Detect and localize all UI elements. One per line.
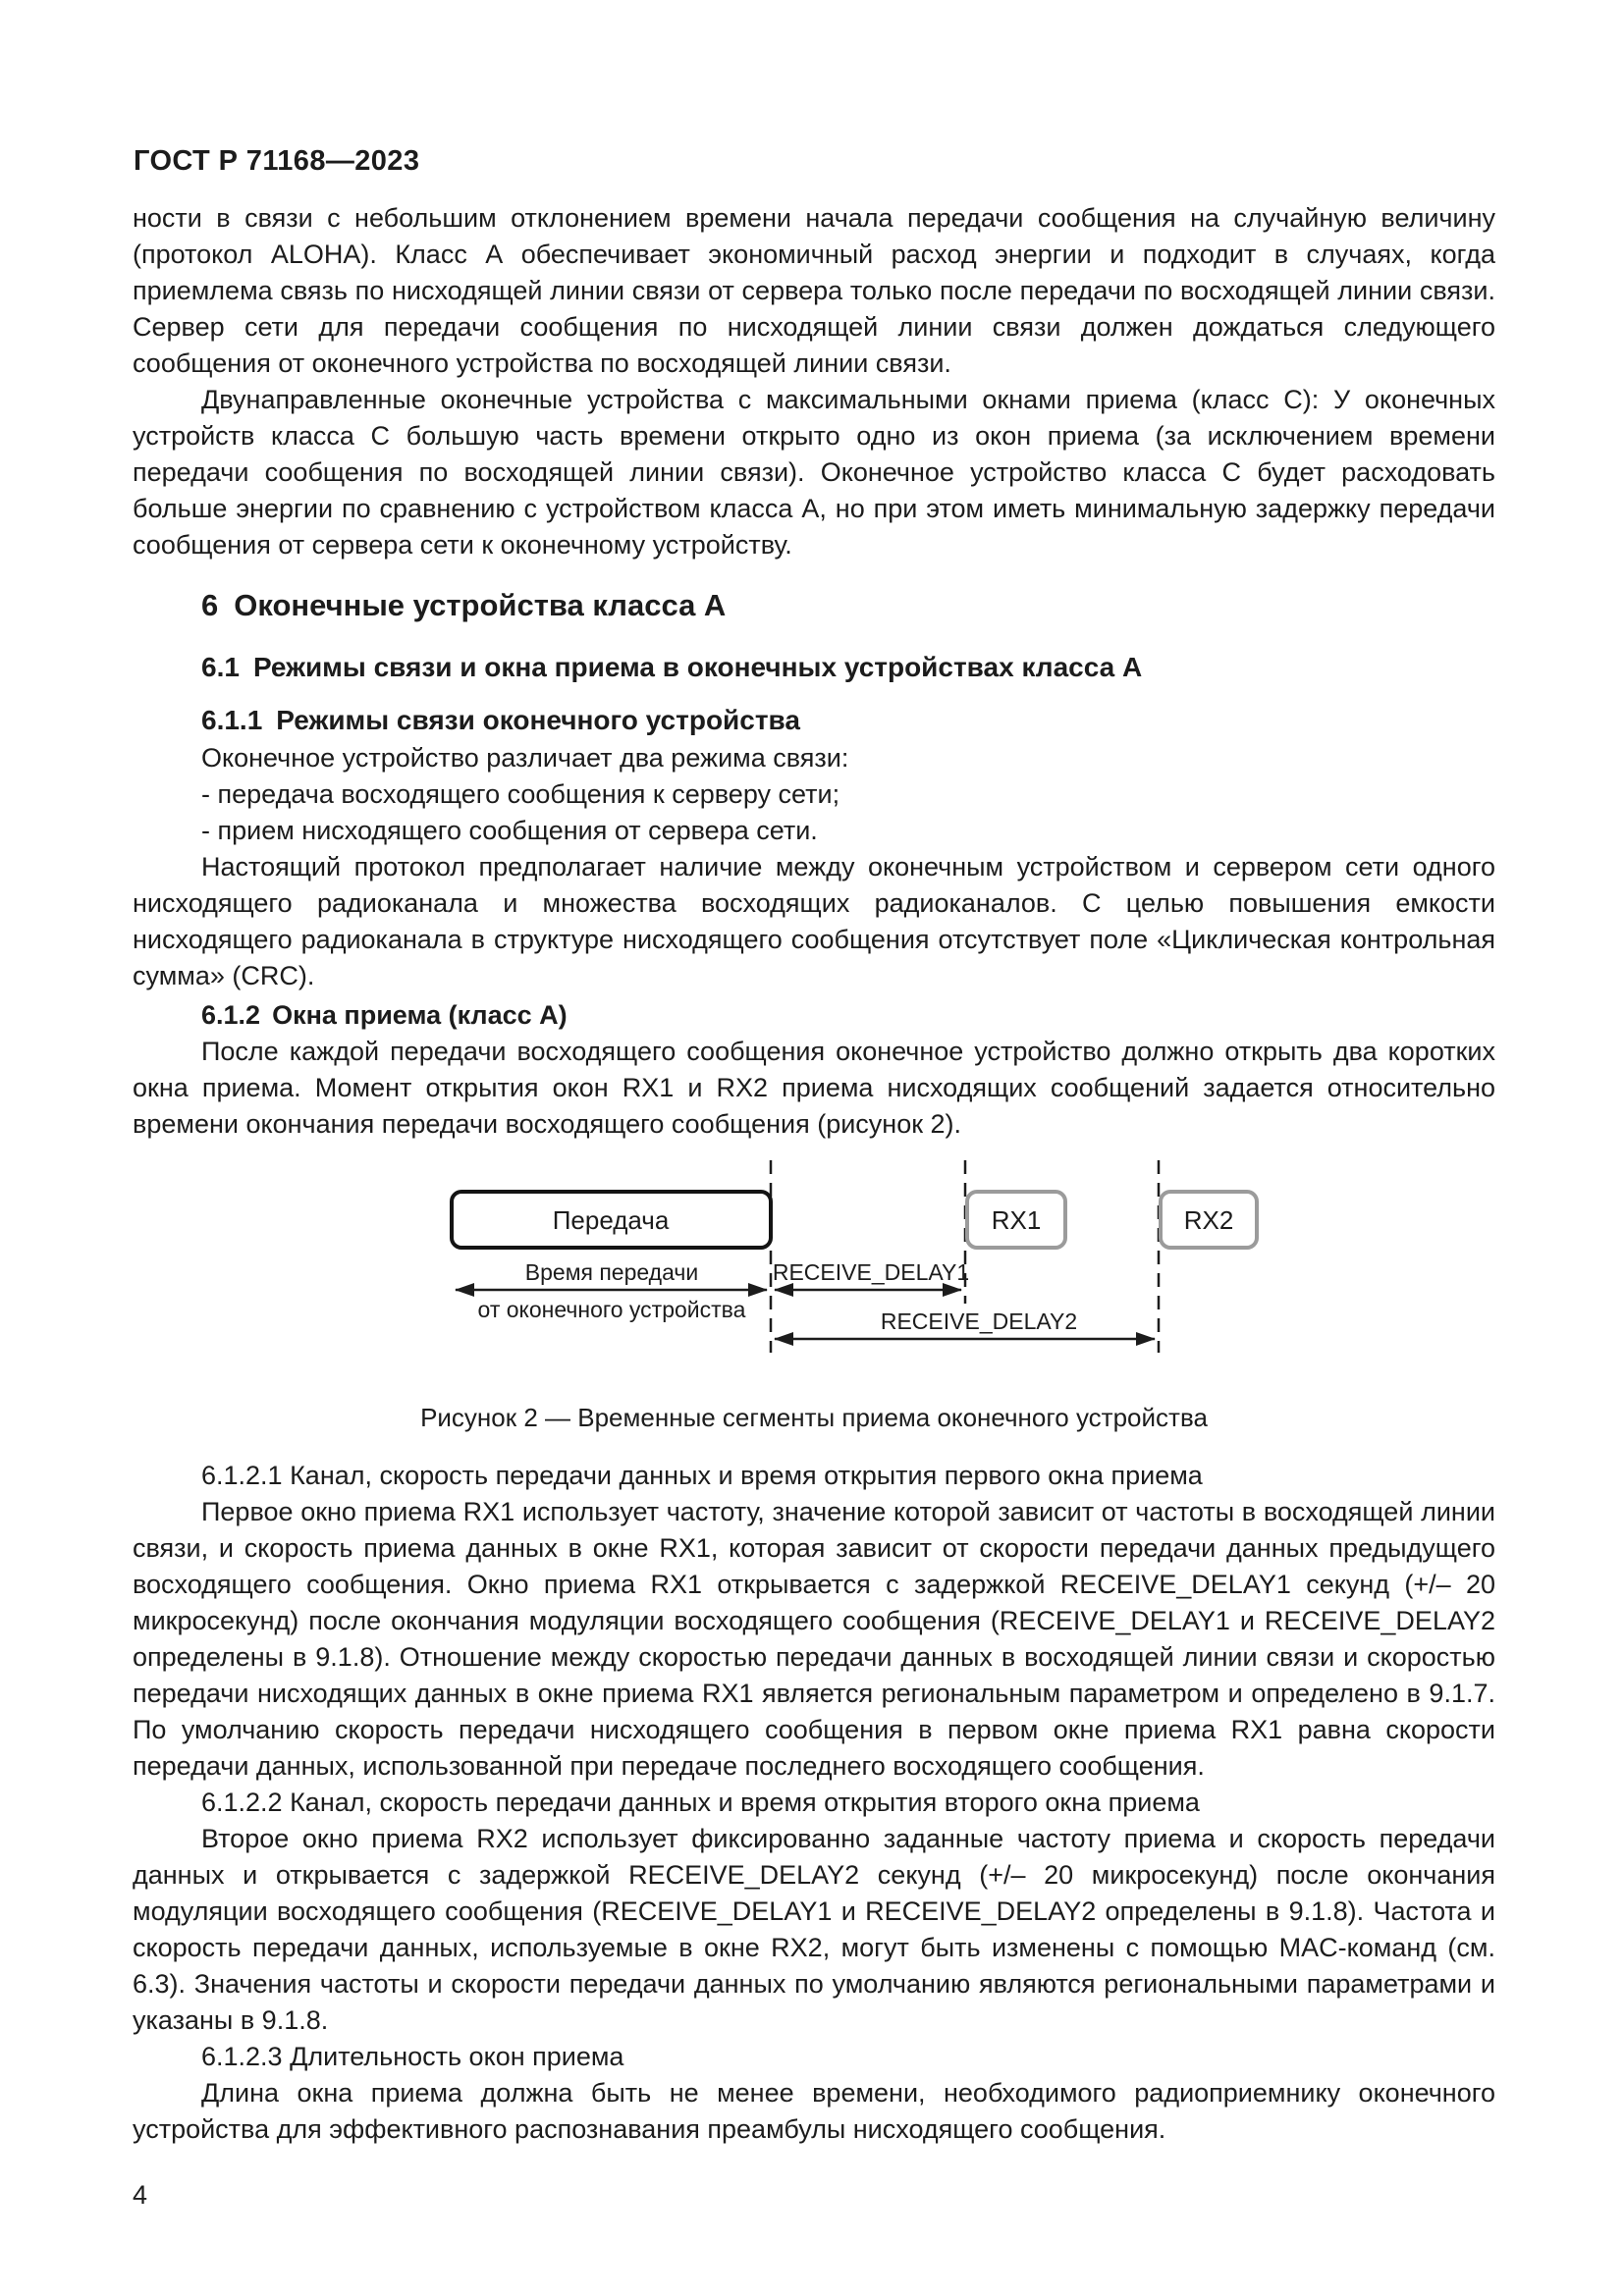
section-heading-6-1-1 [133, 701, 1495, 740]
section-title: Окна приема (класс А) [272, 1000, 568, 1030]
section-number: 6.1.1 [201, 705, 263, 735]
paragraph-protocol: Настоящий протокол предполагает наличие между оконечным устройством и сервером сети одного нисходящего радиоканала и множества восходящих радиоканалов. С целью повышения емкости нисходящего радиоканала в структуре нисходящего сообщения отсутствует поле «Циклическая контрольная сумма» (CRC). [133, 852, 1495, 990]
section-heading-6-1-2 [133, 996, 1495, 1034]
list-item-downlink: - прием нисходящего сообщения от сервера сети. [201, 816, 818, 845]
section-number: 6 [201, 588, 219, 622]
section-heading-6 [133, 585, 1495, 626]
figure-2-timing-diagram [432, 1154, 1316, 1361]
figure-2-caption: Рисунок 2 — Временные сегменты приема оконечного устройства [420, 1403, 1208, 1432]
paragraph-continued: ности в связи с небольшим отклонением времени начала передачи сообщения на случайную величину (протокол ALOHA). Класс А обеспечивает экономичный расход энергии и подходит в случаях, когда приемлема связь по нисходящей линии связи от сервера только после передачи по восходящей линии связи. Сервер сети для передачи сообщения по нисходящей линии связи должен дождаться следующего сообщения от оконечного устройства по восходящей линии связи. [133, 203, 1495, 378]
heading-6-1-2-1: 6.1.2.1 Канал, скорость передачи данных и время открытия первого окна приема [201, 1461, 1203, 1490]
transmission-box-label: Передача [552, 1205, 670, 1235]
section-number: 6.1.2 [201, 1000, 261, 1030]
section-heading-6-1 [133, 648, 1495, 687]
page-content [133, 200, 1495, 2214]
section-number: 6.1 [201, 652, 240, 682]
receive-delay2-label: RECEIVE_DELAY2 [880, 1308, 1078, 1334]
paragraph-receive-windows: После каждой передачи восходящего сообщения оконечное устройство должно открыть два коротких окна приема. Момент открытия окон RX1 и RX2 приема нисходящих сообщений задается относительно времени окончания передачи восходящего сообщения (рисунок 2). [133, 1037, 1495, 1139]
paragraph-rx2: Второе окно приема RX2 использует фиксированно заданные частоту приема и скорость передачи данных и открывается с задержкой RECEIVE_DELAY2 секунд (+/– 20 микросекунд) после окончания модуляции восходящего сообщения (RECEIVE_DELAY1 и RECEIVE_DELAY2 определены в 9.1.8). Частота и скорость передачи данных, используемые в окне RX2, могут быть изменены с помощью MAC-команд (см. 6.3). Значения частоты и скорости передачи данных по умолчанию являются региональными параметрами и указаны в 9.1.8. [133, 1824, 1495, 2035]
rx2-box-label: RX2 [1183, 1205, 1234, 1235]
paragraph-rx1: Первое окно приема RX1 использует частоту, значение которой зависит от частоты в восходящей линии связи, и скорость приема данных в окне RX1, которая зависит от скорости передачи данных предыдущего восходящего сообщения. Окно приема RX1 открывается с задержкой RECEIVE_DELAY1 секунд (+/– 20 микросекунд) после окончания модуляции восходящего сообщения (RECEIVE_DELAY1 и RECEIVE_DELAY2 определены в 9.1.8). Отношение между скоростью передачи данных в восходящей линии связи и скоростью передачи нисходящих данных в окне приема RX1 является региональным параметром и определено в 9.1.7. По умолчанию скорость передачи нисходящего сообщения в первом окне приема RX1 равна скорости передачи данных, использованной при передаче последнего восходящего сообщения. [133, 1497, 1495, 1781]
heading-6-1-2-2: 6.1.2.2 Канал, скорость передачи данных и время открытия второго окна приема [201, 1788, 1200, 1817]
tx-time-label-line2: от оконечного устройства [477, 1297, 746, 1322]
figure-2 [432, 1154, 1316, 1370]
heading-6-1-2-3: 6.1.2.3 Длительность окон приема [201, 2042, 624, 2071]
page-number: 4 [133, 2180, 148, 2210]
running-header: ГОСТ Р 71168—2023 [134, 145, 420, 177]
list-item-uplink: - передача восходящего сообщения к серверу сети; [201, 779, 840, 809]
receive-delay1-label: RECEIVE_DELAY1 [772, 1259, 970, 1285]
section-title: Режимы связи оконечного устройства [276, 705, 800, 735]
section-title: Оконечные устройства класса А [234, 588, 727, 622]
rx1-box-label: RX1 [991, 1205, 1042, 1235]
paragraph-modes-intro: Оконечное устройство различает два режима связи: [201, 743, 849, 773]
tx-time-label-line1: Время передачи [524, 1259, 699, 1285]
section-title: Режимы связи и окна приема в оконечных устройствах класса А [252, 652, 1143, 682]
paragraph-class-c: Двунаправленные оконечные устройства с максимальными окнами приема (класс С): У оконечных устройств класса С большую часть времени открыто одно из окон приема (за исключением времени передачи сообщения по восходящей линии связи). Оконечное устройство класса С будет расходовать больше энергии по сравнению с устройством класса А, но при этом иметь минимальную задержку передачи сообщения от сервера сети к оконечному устройству. [133, 385, 1495, 560]
paragraph-window-duration: Длина окна приема должна быть не менее времени, необходимого радиоприемнику оконечного устройства для эффективного распознавания преамбулы нисходящего сообщения. [133, 2078, 1495, 2144]
